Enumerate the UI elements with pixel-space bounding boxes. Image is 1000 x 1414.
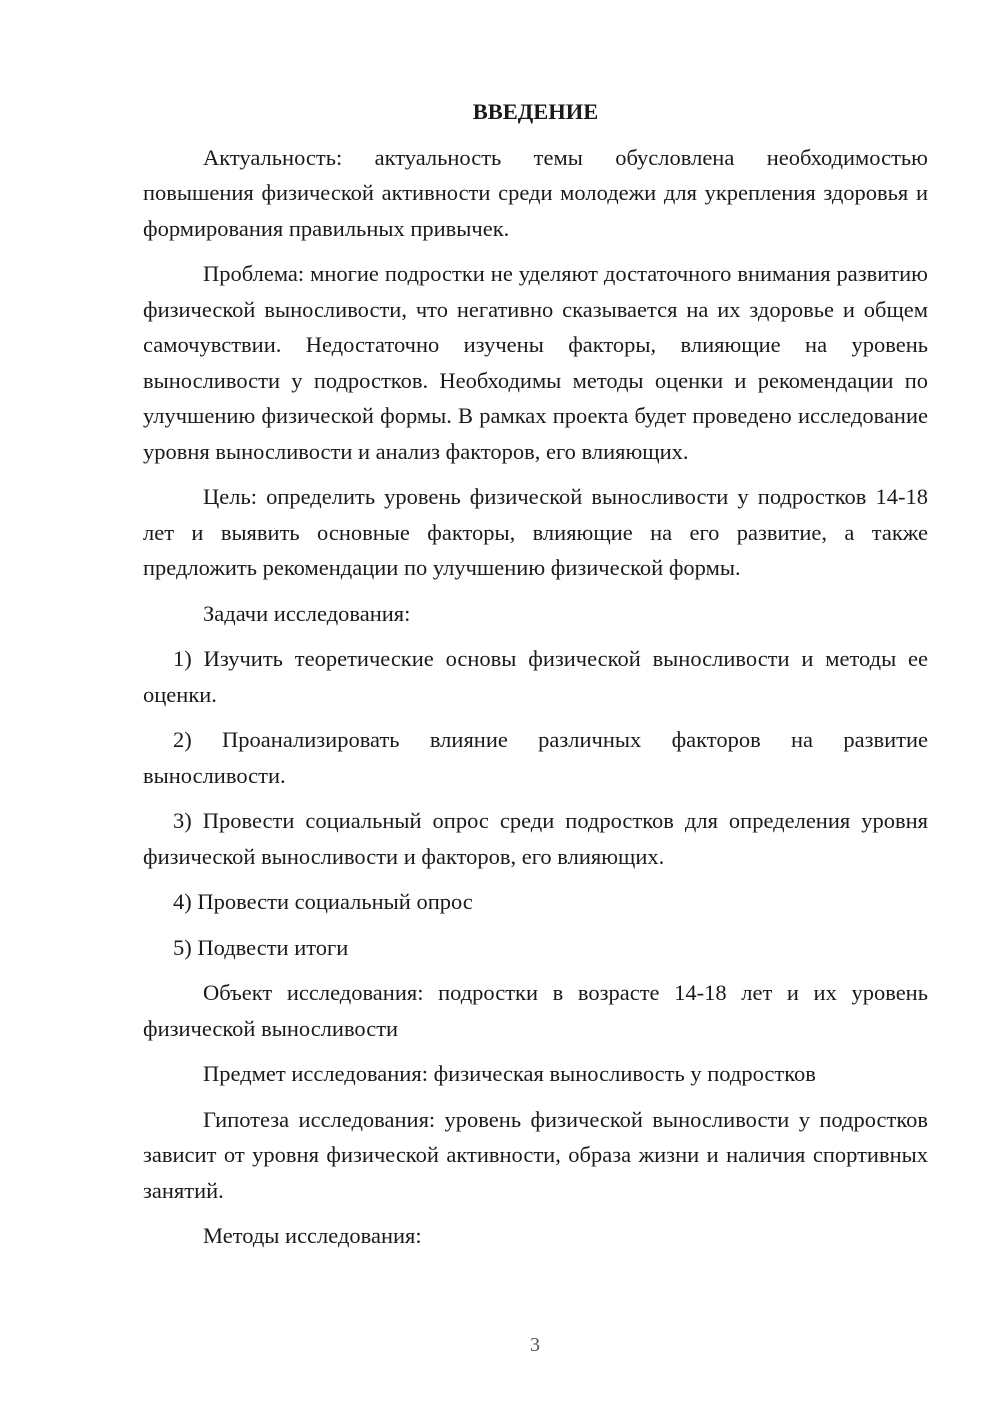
relevance-paragraph: Актуальность: актуальность темы обусловлена необходимостью повышения физической активности среди молодежи для укрепления здоровья и формирования правильных привычек.	[143, 144, 928, 241]
goal-paragraph: Цель: определить уровень физической выносливости у подростков 14-18 лет и выявить основные факторы, влияющие на его развитие, а также предложить рекомендации по улучшению физической формы.	[143, 484, 928, 580]
page-title: ВВЕДЕНИЕ	[472, 99, 599, 124]
page-body	[143, 94, 928, 1264]
tasks-heading: Задачи исследования:	[203, 600, 411, 626]
task-item-5: 5) Подвести итоги	[173, 934, 349, 960]
subject-paragraph: Предмет исследования: физическая выносливость у подростков	[203, 1061, 816, 1086]
task-item-1: 1) Изучить теоретические основы физической выносливости и методы ее оценки.	[143, 646, 928, 707]
task-item-3: 3) Провести социальный опрос среди подростков для определения уровня физической выносливости и факторов, его влияющих.	[143, 808, 928, 869]
problem-paragraph: Проблема: многие подростки не уделяют достаточного внимания развитию физической выносливости, что негативно сказывается на их здоровье и общем самочувствии. Недостаточно изучены факторы, влияющие на уровень выносливости у подростков. Необходимы методы оценки и рекомендации по улучшению физической формы. В рамках проекта будет проведено исследование уровня выносливости и анализ факторов, его влияющих.	[143, 261, 928, 464]
methods-paragraph: Методы исследования:	[203, 1223, 422, 1248]
hypothesis-paragraph: Гипотеза исследования: уровень физической выносливости у подростков зависит от уровня физической активности, образа жизни и наличия спортивных занятий.	[143, 1106, 928, 1203]
task-item-4: 4) Провести социальный опрос	[173, 889, 473, 914]
object-paragraph: Объект исследования: подростки в возрасте 14-18 лет и их уровень физической выносливости	[143, 980, 928, 1041]
page-number: 3	[530, 1334, 540, 1356]
task-item-2: 2) Проанализировать влияние различных факторов на развитие выносливости.	[143, 727, 928, 788]
